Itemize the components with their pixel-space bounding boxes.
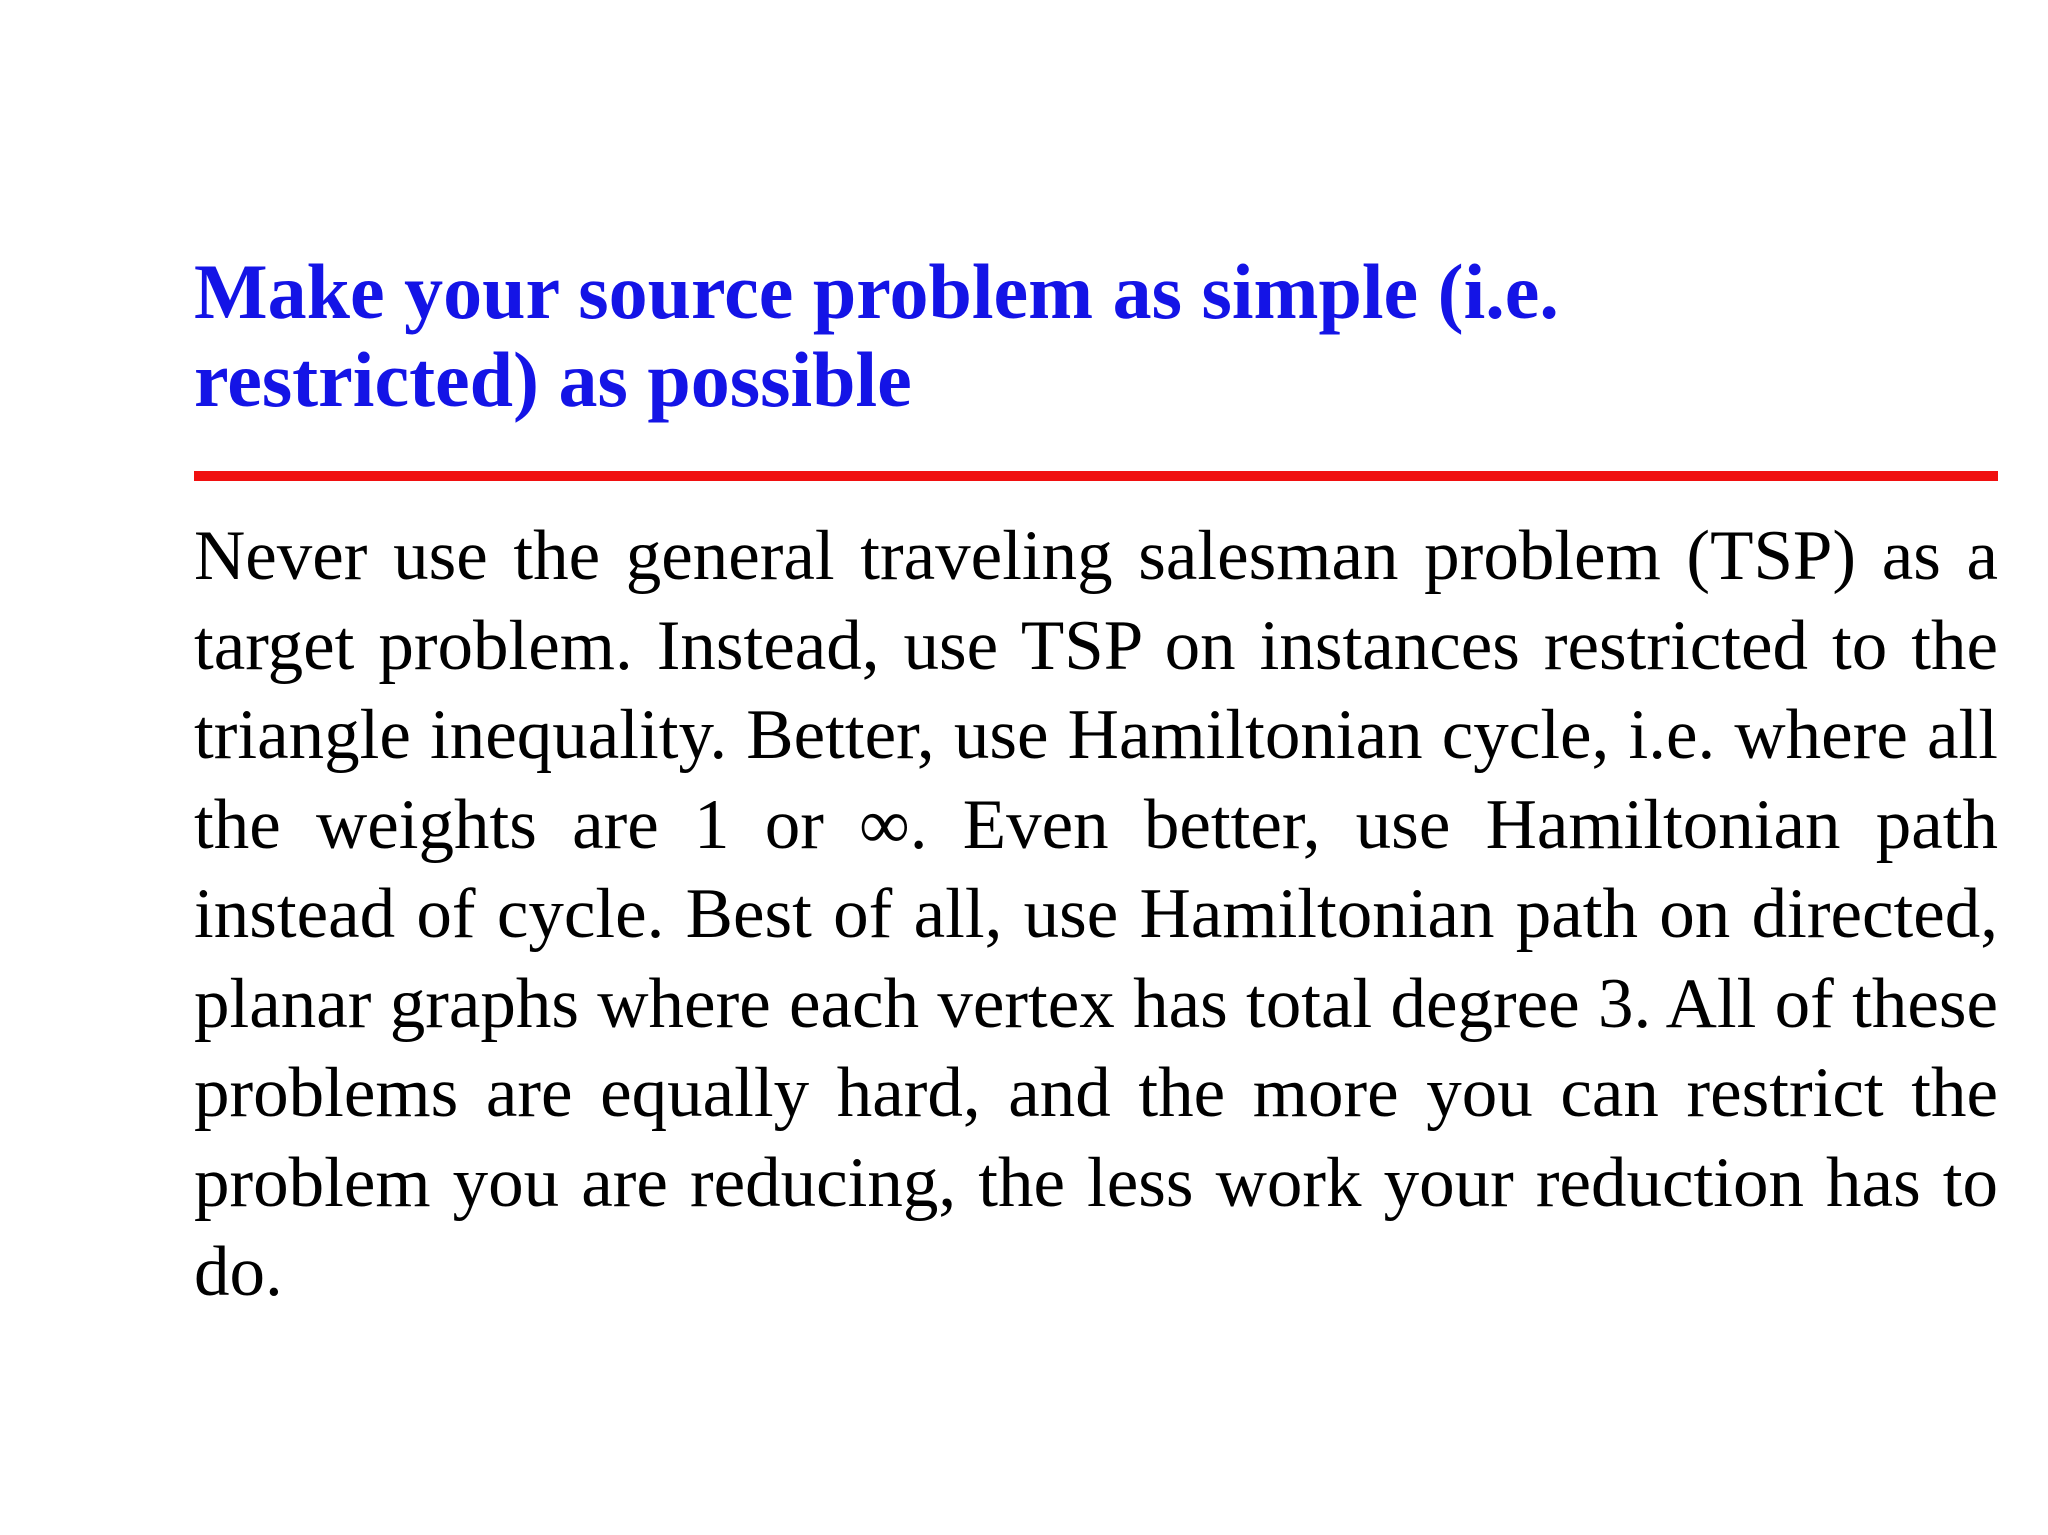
slide-title-line-2: restricted) as possible <box>194 336 912 423</box>
title-divider <box>194 471 1998 481</box>
slide-title-line-1: Make your source problem as simple (i.e. <box>194 248 1559 335</box>
slide-body-text: Never use the general traveling salesman problem (TSP) as a target problem. Instead, use TSP on instances restricted to the triangle inequality. Better, use Hamiltonian cycle, i.e. where all the weights are 1 or ∞. Even better, use Hamiltonian path instead of cycle. Best of all, use Hamiltonian path on directed, planar graphs where each vertex has total degree 3. All of these problems are equally hard, and the more you can restrict the problem you are reducing, the less work your reduction has to do. <box>194 517 1998 1311</box>
slide-title <box>194 248 1994 424</box>
